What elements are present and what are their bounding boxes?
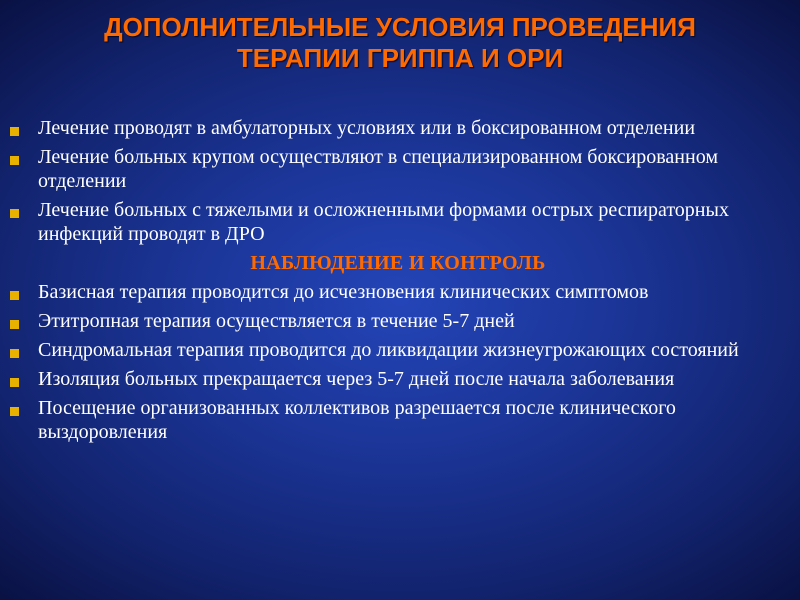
list-item <box>8 338 788 362</box>
square-bullet-icon <box>10 378 19 387</box>
list-item <box>8 309 788 333</box>
list-item <box>8 367 788 391</box>
list-item <box>8 198 788 246</box>
list-item-text: Синдромальная терапия проводится до ликвидации жизнеугрожающих состояний <box>38 339 739 361</box>
list-item <box>8 145 788 193</box>
list-item-text: Изоляция больных прекращается через 5-7 дней после начала заболевания <box>38 368 675 390</box>
list-item-text: Базисная терапия проводится до исчезновения клинических симптомов <box>38 281 649 303</box>
slide-title-line-1: ДОПОЛНИТЕЛЬНЫЕ УСЛОВИЯ ПРОВЕДЕНИЯ <box>104 12 696 42</box>
square-bullet-icon <box>10 320 19 329</box>
list-item-text: Лечение проводят в амбулаторных условиях или в боксированном отделении <box>38 117 696 139</box>
list-item-text: Посещение организованных коллективов разрешается после клинического выздоровления <box>38 397 676 443</box>
list-item <box>8 280 788 304</box>
square-bullet-icon <box>10 291 19 300</box>
section-subheading: НАБЛЮДЕНИЕ И КОНТРОЛЬ <box>250 252 546 274</box>
slide-title <box>0 12 800 74</box>
list-item-text: Лечение больных крупом осуществляют в специализированном боксированном отделении <box>38 146 718 192</box>
list-item <box>8 116 788 140</box>
square-bullet-icon <box>10 349 19 358</box>
slide-title-line-2: ТЕРАПИИ ГРИППА И ОРИ <box>236 43 564 73</box>
square-bullet-icon <box>10 156 19 165</box>
square-bullet-icon <box>10 127 19 136</box>
slide-content <box>8 116 788 449</box>
list-item-text: Этитропная терапия осуществляется в течение 5-7 дней <box>38 310 515 332</box>
list-item <box>8 396 788 444</box>
square-bullet-icon <box>10 407 19 416</box>
list-item-text: Лечение больных с тяжелыми и осложненными формами острых респираторных инфекций проводят в ДРО <box>38 199 729 245</box>
square-bullet-icon <box>10 209 19 218</box>
